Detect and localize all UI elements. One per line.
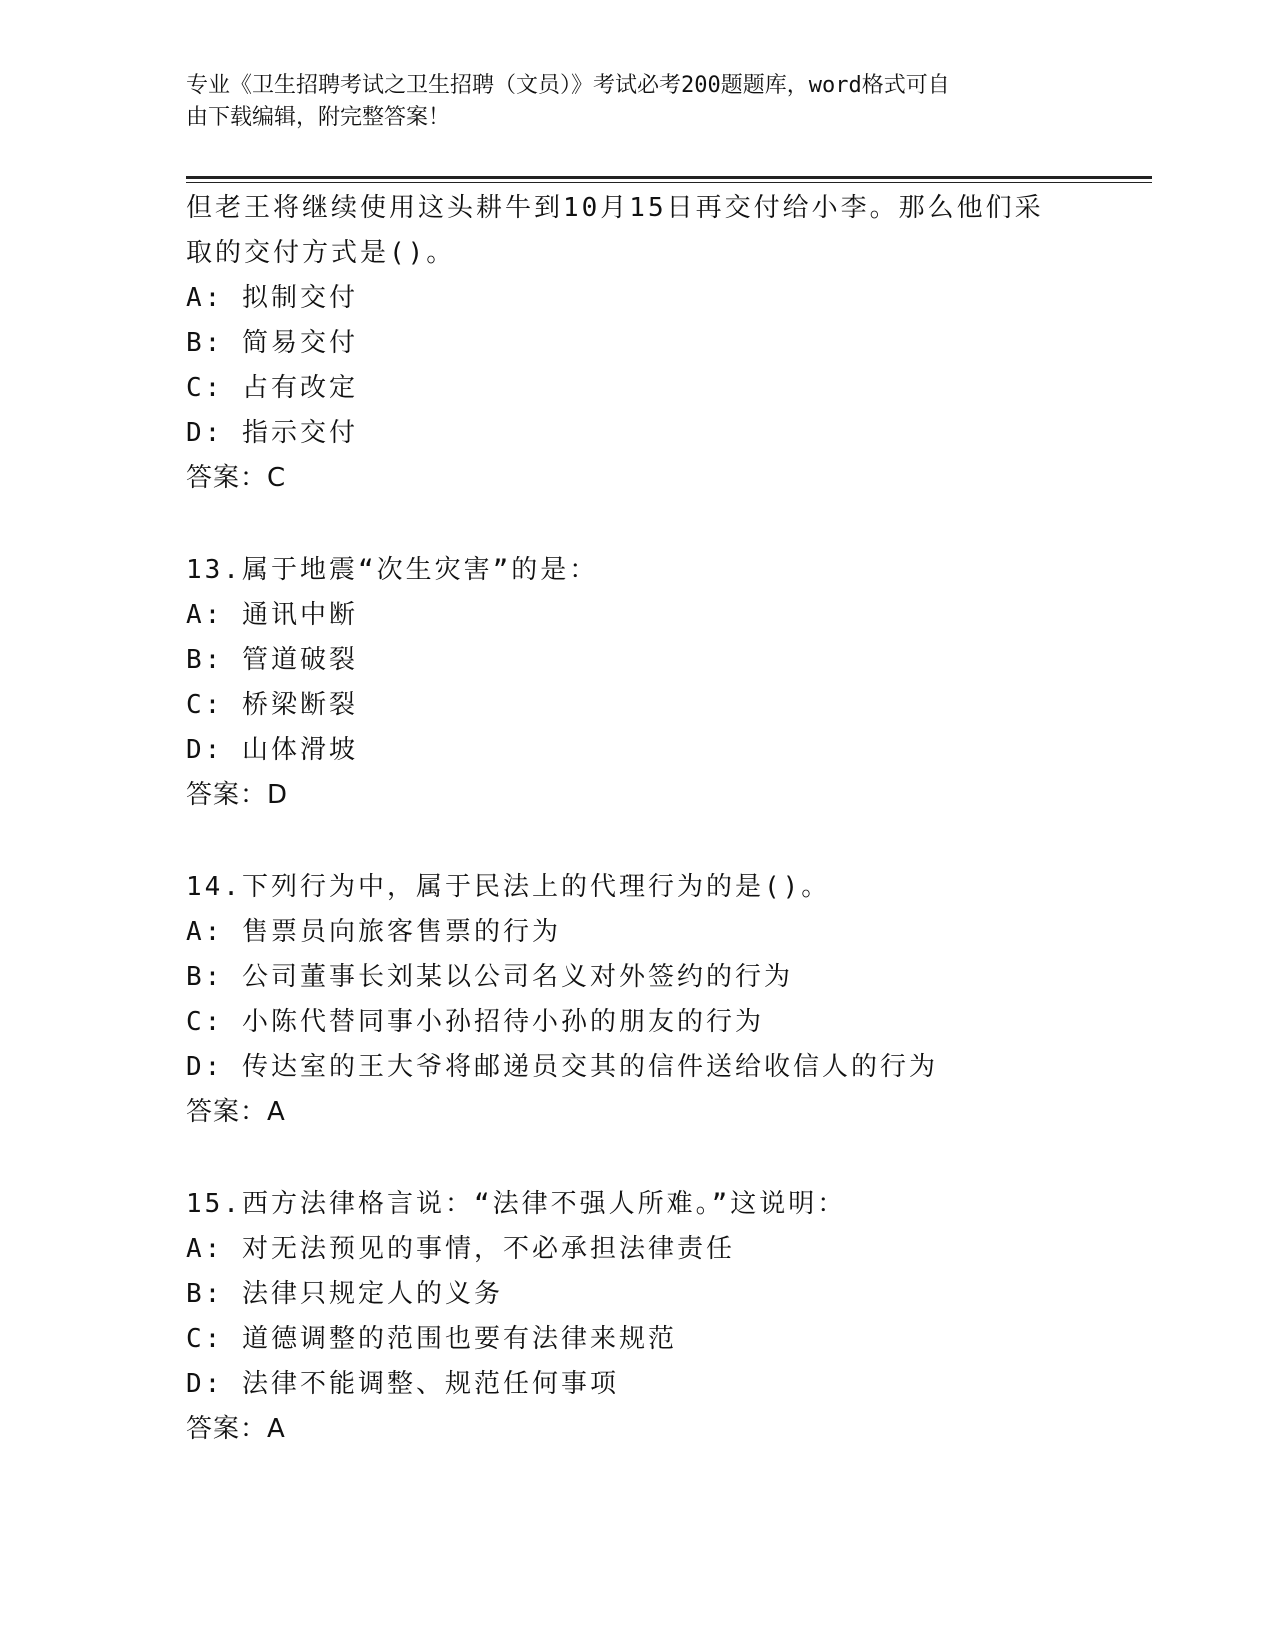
- question-list: [186, 186, 1126, 1452]
- spacer: [186, 1135, 1126, 1182]
- question-block-15: [186, 1182, 1126, 1452]
- option-d: D: 法律不能调整、规范任何事项: [186, 1369, 619, 1399]
- question-stem: 15.西方法律格言说：“法律不强人所难。”这说明：: [186, 1189, 847, 1219]
- spacer: [186, 501, 1126, 548]
- question-block-12: [186, 186, 1126, 501]
- answer-line: 答案：A: [186, 1097, 286, 1127]
- option-b: B: 管道破裂: [186, 645, 358, 675]
- answer-line: 答案：A: [186, 1414, 286, 1444]
- option-a: A: 对无法预见的事情，不必承担法律责任: [186, 1234, 735, 1264]
- option-a: A: 通讯中断: [186, 600, 358, 630]
- option-c: C: 桥梁断裂: [186, 690, 358, 720]
- option-d: D: 指示交付: [186, 418, 358, 448]
- option-a: A: 拟制交付: [186, 283, 358, 313]
- option-b: B: 法律只规定人的义务: [186, 1279, 503, 1309]
- option-c: C: 占有改定: [186, 373, 358, 403]
- answer-line: 答案：D: [186, 780, 289, 810]
- option-d: D: 山体滑坡: [186, 735, 358, 765]
- question-stem: 14.下列行为中，属于民法上的代理行为的是()。: [186, 872, 831, 902]
- question-stem-line: 但老王将继续使用这头耕牛到10月15日再交付给小李。那么他们采: [186, 193, 1044, 223]
- option-b: B: 公司董事长刘某以公司名义对外签约的行为: [186, 962, 793, 992]
- option-c: C: 道德调整的范围也要有法律来规范: [186, 1324, 677, 1354]
- question-stem: 13.属于地震“次生灾害”的是：: [186, 555, 599, 585]
- question-block-14: [186, 865, 1126, 1135]
- question-stem-line: 取的交付方式是()。: [186, 238, 456, 268]
- option-c: C: 小陈代替同事小孙招待小孙的朋友的行为: [186, 1007, 764, 1037]
- header-line-2: 由下载编辑，附完整答案！: [186, 105, 451, 130]
- question-block-13: [186, 548, 1126, 818]
- option-a: A: 售票员向旅客售票的行为: [186, 917, 561, 947]
- option-d: D: 传达室的王大爷将邮递员交其的信件送给收信人的行为: [186, 1052, 938, 1082]
- header-line-1: 专业《卫生招聘考试之卫生招聘（文员）》考试必考200题题库，word格式可自: [186, 73, 950, 98]
- header-divider-thick: [186, 176, 1152, 179]
- option-b: B: 简易交付: [186, 328, 358, 358]
- header-divider-thin: [186, 182, 1152, 183]
- document-header: [186, 70, 1066, 134]
- spacer: [186, 818, 1126, 865]
- answer-line: 答案：C: [186, 463, 287, 493]
